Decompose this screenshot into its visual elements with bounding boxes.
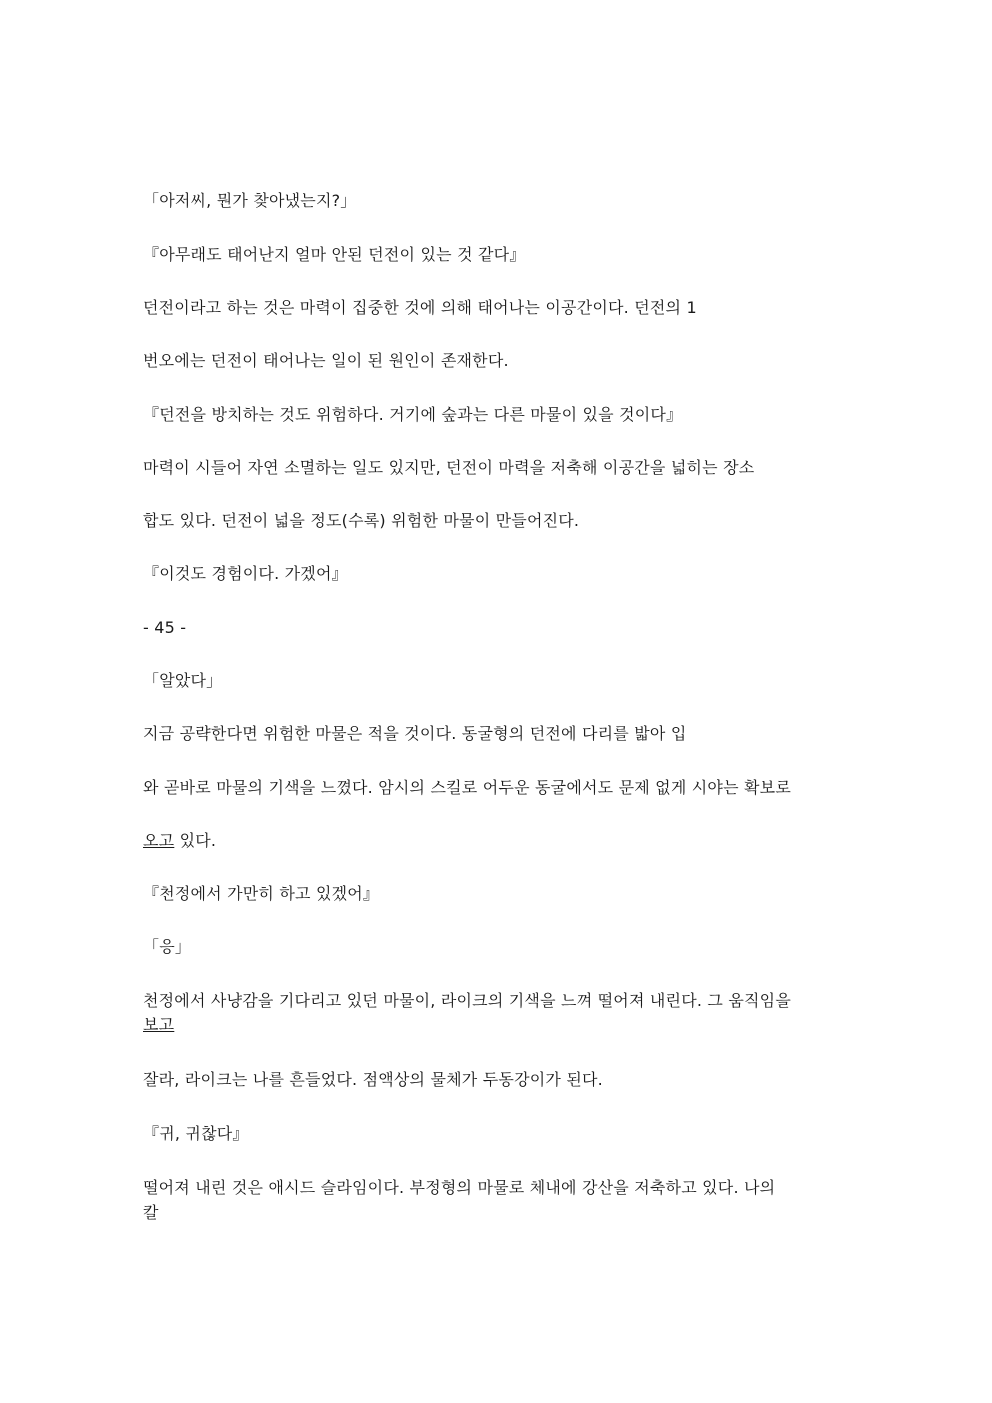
text-line: 『아무래도 태어난지 얼마 안된 던전이 있는 것 같다』 xyxy=(143,245,526,264)
text-line: 칼 xyxy=(143,1203,159,1222)
underlined-text: 보고 xyxy=(143,1015,175,1034)
text-line: 마력이 시들어 자연 소멸하는 일도 있지만, 던전이 마력을 저축해 이공간을 넓히는 장소 xyxy=(143,458,755,477)
text-line: 『천정에서 가만히 하고 있겠어』 xyxy=(143,884,380,903)
text-line xyxy=(143,831,216,851)
text-line: 합도 있다. 던전이 넓을 정도(수록) 위험한 마물이 만들어진다. xyxy=(143,511,580,530)
text-line: 던전이라고 하는 것은 마력이 집중한 것에 의해 태어나는 이공간이다. 던전의 1 xyxy=(143,298,697,317)
text-line: 『귀, 귀찮다』 xyxy=(143,1124,249,1143)
text-line: 와 곧바로 마물의 기색을 느꼈다. 암시의 스킬로 어두운 동굴에서도 문제 없게 시야는 확보로 xyxy=(143,778,791,797)
underlined-text: 오고 xyxy=(143,831,175,850)
text-line: 『이것도 경험이다. 가겠어』 xyxy=(143,564,348,583)
text-line: 『던전을 방치하는 것도 위험하다. 거기에 숲과는 다른 마물이 있을 것이다』 xyxy=(143,405,683,424)
text-line: 떨어져 내린 것은 애시드 슬라임이다. 부정형의 마물로 체내에 강산을 저축하고 있다. 나의 xyxy=(143,1178,776,1197)
text-line: 「응」 xyxy=(143,937,192,956)
text-line: 「아저씨, 뭔가 찾아냈는지?」 xyxy=(143,191,357,210)
text-span: 있다. xyxy=(174,831,217,850)
text-line: 잘라, 라이크는 나를 흔들었다. 점액상의 물체가 두동강이가 된다. xyxy=(143,1070,603,1089)
text-line: 천정에서 사냥감을 기다리고 있던 마물이, 라이크의 기색을 느껴 떨어져 내린다. 그 움직임을 xyxy=(143,991,791,1010)
text-line: 번오에는 던전이 태어나는 일이 된 원인이 존재한다. xyxy=(143,351,509,370)
text-line: 지금 공략한다면 위험한 마물은 적을 것이다. 동굴형의 던전에 다리를 밟아 입 xyxy=(143,724,687,743)
page-number: - 45 - xyxy=(143,618,187,637)
text-line: 「알았다」 xyxy=(143,671,223,690)
